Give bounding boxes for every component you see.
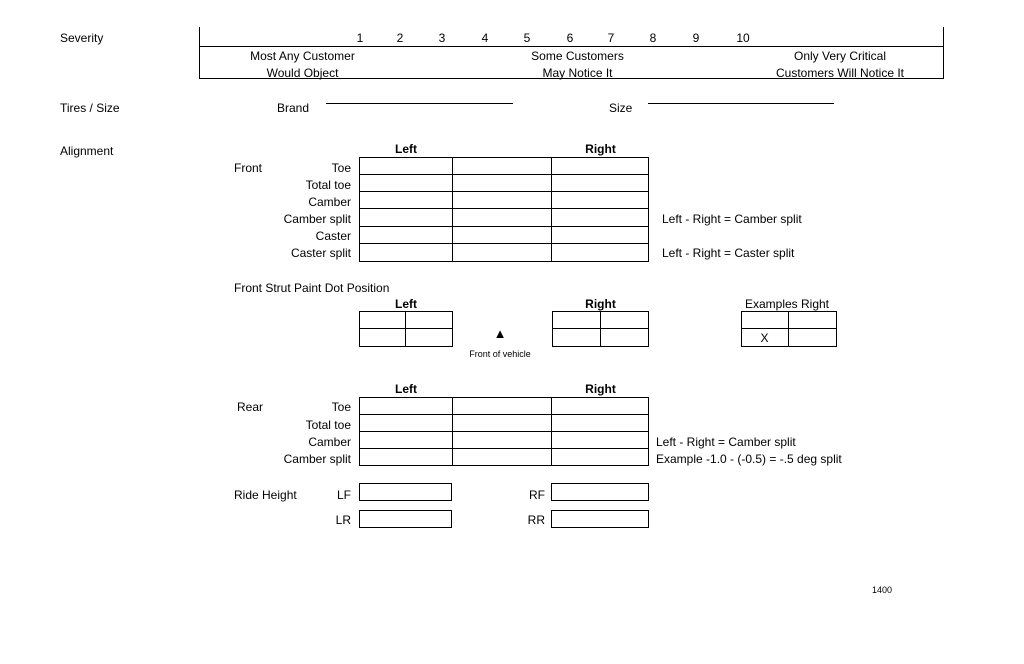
severity-7[interactable]: 7	[607, 31, 615, 45]
rear-example-note: Example -1.0 - (-0.5) = -.5 deg split	[656, 452, 842, 466]
severity-high-text-1: Only Very Critical	[793, 49, 887, 63]
front-row-label-caster: Caster	[315, 229, 351, 243]
strut-title: Front Strut Paint Dot Position	[234, 281, 390, 295]
ride-height-rf-field[interactable]	[551, 483, 649, 501]
brand-label: Brand	[277, 101, 310, 115]
size-label: Size	[609, 101, 633, 115]
strut-example-vline	[788, 311, 789, 347]
strut-left-vline	[405, 311, 406, 347]
severity-8[interactable]: 8	[649, 31, 657, 45]
front-grid-vline-2	[551, 157, 552, 262]
rear-grid-hline-2	[359, 431, 649, 432]
rear-row-label-total-toe: Total toe	[305, 418, 351, 432]
front-grid-hline-4	[359, 226, 649, 227]
ride-height-lr-label: LR	[335, 513, 351, 527]
rear-col-left: Left	[395, 382, 417, 396]
strut-left-hline	[359, 328, 453, 329]
front-grid-vline-1	[452, 157, 453, 262]
strut-example-hline	[741, 328, 837, 329]
ride-height-label: Ride Height	[234, 488, 297, 502]
strut-example-mark: X	[760, 331, 769, 345]
rear-label: Rear	[237, 400, 264, 414]
front-of-vehicle-label: Front of vehicle	[469, 349, 531, 359]
ride-height-rr-label: RR	[527, 513, 545, 527]
ride-height-lf-label: LF	[336, 488, 351, 502]
front-caster-note: Left - Right = Caster split	[662, 246, 795, 260]
severity-9[interactable]: 9	[692, 31, 700, 45]
severity-high-text-2: Customers Will Notice It	[775, 66, 905, 80]
severity-6[interactable]: 6	[566, 31, 574, 45]
severity-mid-text-1: Some Customers	[531, 49, 624, 63]
severity-2[interactable]: 2	[396, 31, 404, 45]
front-grid-hline-2	[359, 191, 649, 192]
severity-1[interactable]: 1	[356, 31, 364, 45]
front-grid-hline-5	[359, 243, 649, 244]
rear-camber-note: Left - Right = Camber split	[656, 435, 796, 449]
front-grid-hline-3	[359, 208, 649, 209]
size-field[interactable]	[648, 103, 834, 104]
strut-col-left: Left	[395, 297, 417, 311]
severity-mid-text-2: May Notice It	[542, 66, 613, 80]
strut-right-hline	[552, 328, 649, 329]
brand-field[interactable]	[326, 103, 513, 104]
strut-col-right: Right	[585, 297, 616, 311]
severity-divider	[199, 46, 944, 47]
rear-grid-hline-3	[359, 448, 649, 449]
severity-4[interactable]: 4	[481, 31, 489, 45]
strut-examples-label: Examples Right	[744, 297, 830, 311]
rear-col-right: Right	[585, 382, 616, 396]
ride-height-rf-label: RF	[529, 488, 545, 502]
severity-5[interactable]: 5	[523, 31, 531, 45]
alignment-label: Alignment	[60, 144, 114, 158]
front-row-label-toe: Toe	[331, 161, 351, 175]
front-of-vehicle-arrow-icon: ▲	[493, 326, 507, 341]
front-row-label-camber: Camber	[308, 195, 351, 209]
front-row-label-caster-split: Caster split	[290, 246, 351, 260]
rear-row-label-camber: Camber	[308, 435, 351, 449]
severity-low-text-2: Would Object	[266, 66, 339, 80]
strut-left-box[interactable]	[359, 311, 453, 347]
rear-row-label-camber-split: Camber split	[283, 452, 351, 466]
rear-row-label-toe: Toe	[331, 400, 351, 414]
alignment-col-left: Left	[395, 142, 417, 156]
front-alignment-grid	[359, 157, 649, 262]
severity-3[interactable]: 3	[438, 31, 446, 45]
severity-10[interactable]: 10	[736, 31, 750, 45]
front-row-label-camber-split: Camber split	[283, 212, 351, 226]
severity-label: Severity	[60, 31, 104, 45]
front-label: Front	[234, 161, 263, 175]
severity-low-text-1: Most Any Customer	[250, 49, 355, 63]
ride-height-lr-field[interactable]	[359, 510, 452, 528]
front-camber-note: Left - Right = Camber split	[662, 212, 802, 226]
front-grid-hline-1	[359, 174, 649, 175]
ride-height-rr-field[interactable]	[551, 510, 649, 528]
front-row-label-total-toe: Total toe	[305, 178, 351, 192]
alignment-col-right: Right	[585, 142, 616, 156]
rear-grid-hline-1	[359, 414, 649, 415]
strut-right-vline	[600, 311, 601, 347]
footer-code: 1400	[872, 585, 893, 595]
ride-height-lf-field[interactable]	[359, 483, 452, 501]
tires-size-label: Tires / Size	[60, 101, 120, 115]
